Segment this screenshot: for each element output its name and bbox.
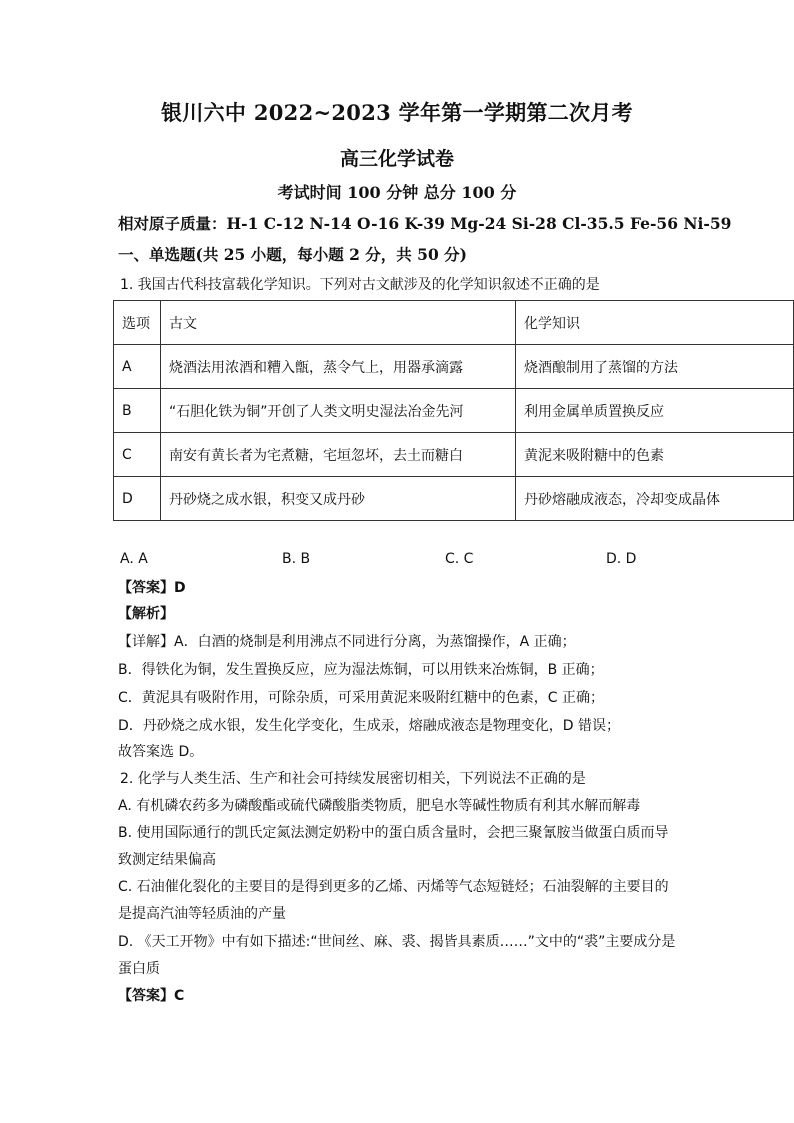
q1-option-a: A. A [120, 551, 148, 567]
table-header-cell: 化学知识 [516, 301, 794, 345]
q1-detail-line: C．黄泥具有吸附作用，可除杂质，可采用黄泥来吸附红糖中的色素，C 正确； [118, 690, 604, 706]
q1-option-b: B. B [282, 551, 311, 567]
atomic-mass-line: 相对原子质量：H-1 C-12 N-14 O-16 K-39 Mg-24 Si-28 Cl-35.5 Fe-56 Ni-59 [118, 214, 732, 233]
q1-detail-line: B．得铁化为铜，发生置换反应，应为湿法炼铜，可以用铁来冶炼铜，B 正确； [118, 662, 604, 678]
q1-detail-line: 故答案选 D。 [118, 744, 204, 760]
q1-table [113, 300, 794, 521]
table-cell: B [114, 389, 161, 433]
table-row [114, 389, 794, 433]
exam-title: 银川六中 2022~2023 学年第一学期第二次月考 [161, 100, 633, 125]
q1-answer: 【答案】D [118, 580, 186, 596]
table-cell: 黄泥来吸附糖中的色素 [516, 433, 794, 477]
table-row [114, 345, 794, 389]
q1-option-d: D. D [606, 551, 637, 567]
table-cell: 烧酒酿制用了蒸馏的方法 [516, 345, 794, 389]
table-header-cell: 选项 [114, 301, 161, 345]
table-cell: 利用金属单质置换反应 [516, 389, 794, 433]
q2-line: 是提高汽油等轻质油的产量 [118, 906, 286, 922]
table-cell: 烧酒法用浓酒和糟入甑，蒸令气上，用器承滴露 [161, 345, 516, 389]
q2-line: B. 使用国际通行的凯氏定氮法测定奶粉中的蛋白质含量时，会把三聚氰胺当做蛋白质而导 [118, 825, 669, 841]
table-cell: D [114, 477, 161, 521]
table-cell: 南安有黄长者为宅煮糖，宅垣忽坏，去土而糖白 [161, 433, 516, 477]
table-row [114, 477, 794, 521]
q1-stem: 1. 我国古代科技富载化学知识。下列对古文献涉及的化学知识叙述不正确的是 [120, 277, 600, 293]
q1-detail-line: D．丹砂烧之成水银，发生化学变化，生成汞，熔融成液态是物理变化，D 错误； [118, 718, 621, 734]
table-row [114, 433, 794, 477]
q2-answer: 【答案】C [118, 988, 185, 1004]
q1-option-c: C. C [445, 551, 474, 567]
q1-detail-line: 【详解】A．白酒的烧制是利用沸点不同进行分离，为蒸馏操作，A 正确； [118, 634, 576, 650]
table-cell: 丹砂熔融成液态，冷却变成晶体 [516, 477, 794, 521]
table-cell: A [114, 345, 161, 389]
table-cell: “石胆化铁为铜”开创了人类文明史湿法冶金先河 [161, 389, 516, 433]
section-heading: 一、单选题(共 25 小题，每小题 2 分，共 50 分) [118, 245, 467, 264]
exam-info: 考试时间 100 分钟 总分 100 分 [277, 183, 517, 202]
exam-subtitle: 高三化学试卷 [339, 148, 454, 170]
q2-line: 蛋白质 [118, 961, 160, 977]
q2-line: C. 石油催化裂化的主要目的是得到更多的乙烯、丙烯等气态短链烃；石油裂解的主要目的 [118, 879, 669, 895]
table-cell: 丹砂烧之成水银，积变又成丹砂 [161, 477, 516, 521]
q2-line: D. 《天工开物》中有如下描述:“世间丝、麻、裘、揭皆具素质……”文中的“裘”主要成分是 [118, 934, 676, 950]
table-header-cell: 古文 [161, 301, 516, 345]
q1-analysis-label: 【解析】 [118, 606, 174, 622]
table-header-row [114, 301, 794, 345]
q2-line: 致测定结果偏高 [118, 852, 216, 868]
q2-stem: 2. 化学与人类生活、生产和社会可持续发展密切相关，下列说法不正确的是 [120, 771, 586, 787]
table-cell: C [114, 433, 161, 477]
q2-line: A. 有机磷农药多为磷酸酯或硫代磷酸脂类物质，肥皂水等碱性物质有利其水解而解毒 [118, 798, 641, 814]
